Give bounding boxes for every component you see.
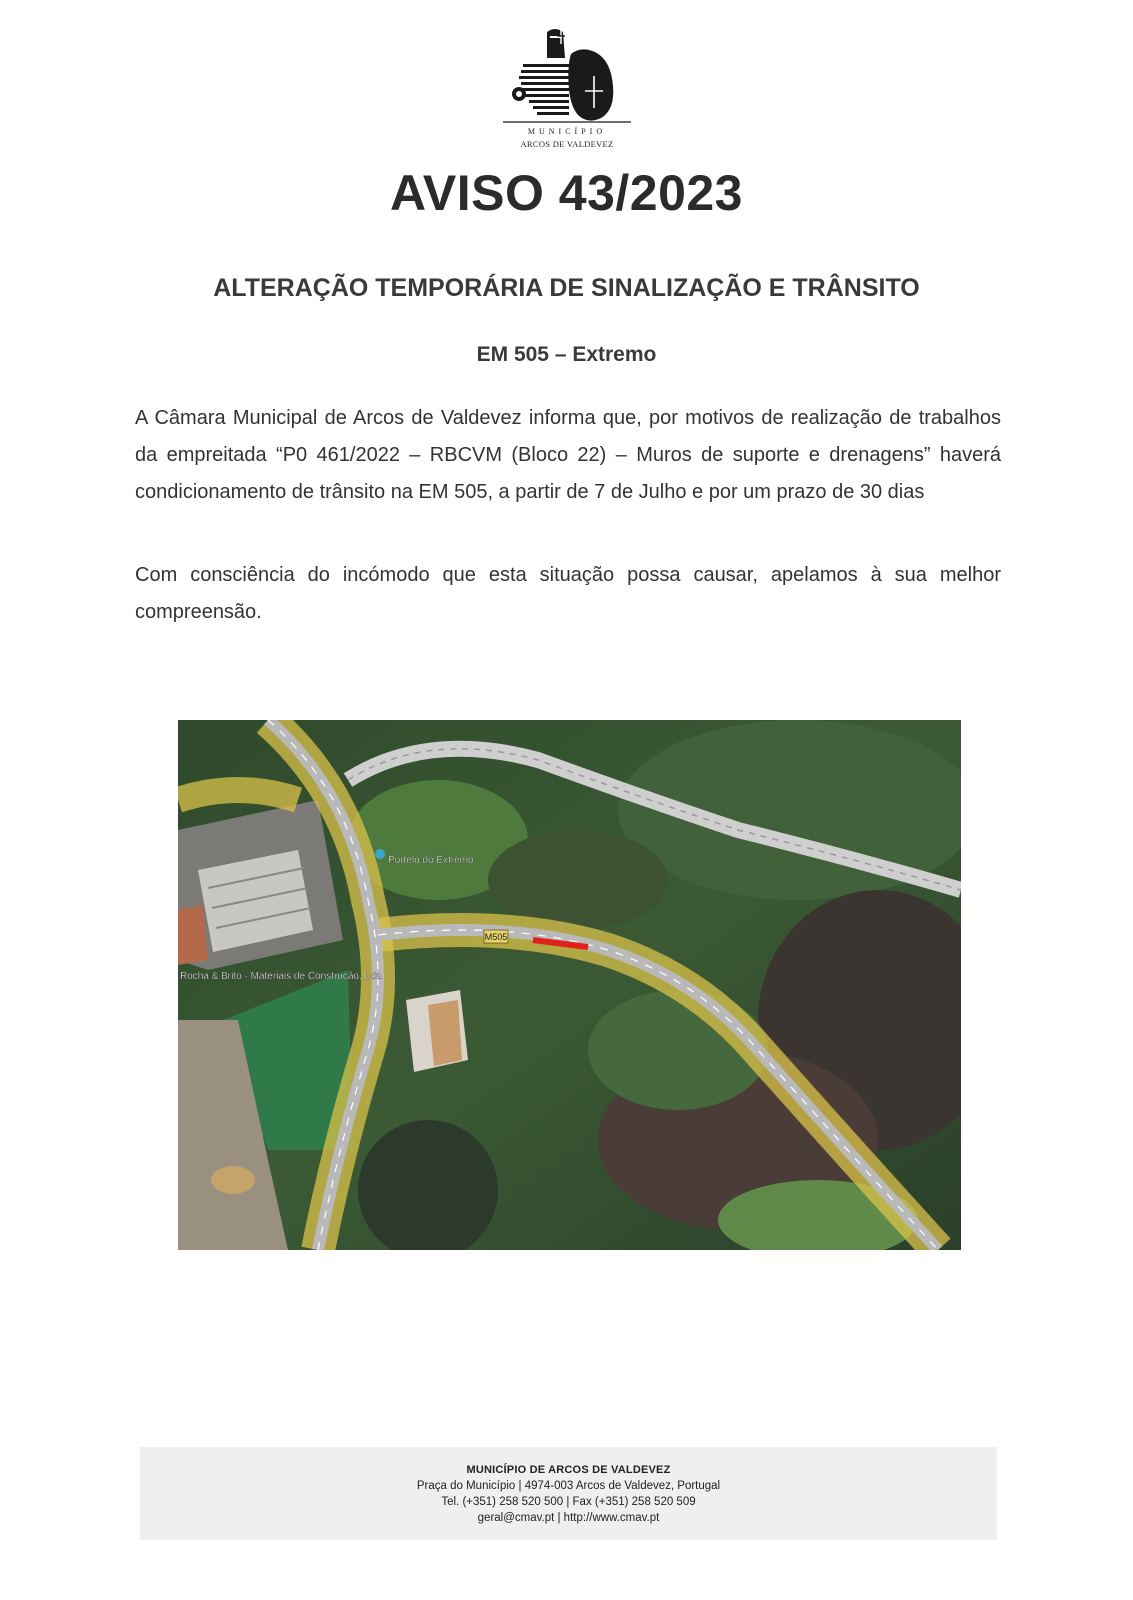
map-pin-icon [375,849,385,859]
aerial-map [178,720,961,1250]
footer-contacts: geral@cmav.pt | http://www.cmav.pt [477,1512,660,1524]
notice-paragraph-2: Com consciência do incómodo que esta situação possa causar, apelamos à sua melhor compreensão. [135,564,1001,623]
footer-address: Praça do Município | 4974-003 Arcos de Valdevez, Portugal [416,1480,721,1492]
map-business-label: Rocha & Brito - Materiais de Construção, Lda [180,971,382,982]
notice-subtitle: ALTERAÇÃO TEMPORÁRIA DE SINALIZAÇÃO E TRÂNSITO [213,274,920,302]
notice-road: EM 505 – Extremo [476,343,657,366]
notice-title: AVISO 43/2023 [389,165,743,221]
footer-phones: Tel. (+351) 258 520 500 | Fax (+351) 258 520 509 [441,1496,696,1508]
footer [140,1447,997,1540]
footer-name: MUNICÍPIO DE ARCOS DE VALDEVEZ [466,1464,671,1476]
logo-line1: MUNICÍPIO [527,127,607,136]
notice-paragraph-1: A Câmara Municipal de Arcos de Valdevez informa que, por motivos de realização de trabalhos da empreitada “P0 461/2022 – RBCVM (Bloco 22) – Muros de suporte e drenagens” haverá condicionamento de trânsito na EM 505, a partir de 7 de Julho e por um prazo de 30 dias [135,407,1001,503]
map-place-label: Portelo do Extremo [388,855,474,866]
logo-emblem-icon [503,24,631,124]
logo-line2: ARCOS DE VALDEVEZ [520,139,614,149]
municipality-logo [503,24,631,152]
map-road-label: M505 [484,932,508,942]
